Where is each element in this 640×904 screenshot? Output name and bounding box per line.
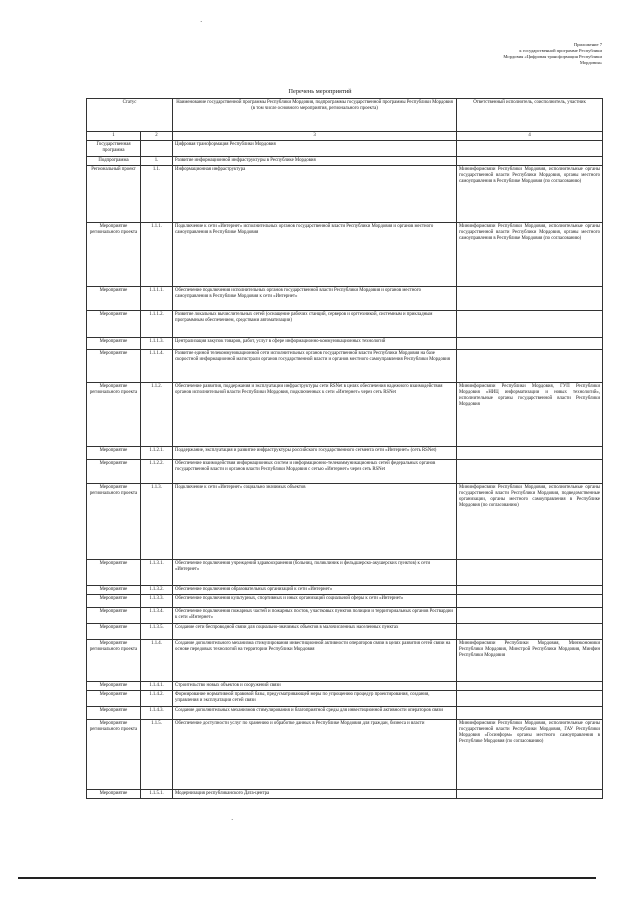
row-name: Обеспечение взаимодействия информационных систем и информационно-телекоммуникационных сетей федеральных органов государственной власти и органов власти Республики Мордовия с сетью «Интернет» через сеть RSNet: [173, 460, 457, 484]
row-name: Цифровая трансформация Республики Мордовия: [173, 141, 457, 157]
row-status: Мероприятие: [87, 311, 141, 338]
row-number: [141, 141, 173, 157]
table-row: [87, 447, 603, 460]
row-status: Мероприятие: [87, 447, 141, 460]
row-name: Формирование нормативной правовой базы, предусматривающей меры по упрощению процедур проектирования, создания, управления и эксплуатации сетей связи: [173, 691, 457, 706]
row-name: Строительство новых объектов и сооружений связи: [173, 682, 457, 691]
row-number: 1.1.1.4.: [141, 350, 173, 383]
row-status: Региональный проект: [87, 166, 141, 223]
row-responsible: [457, 789, 603, 798]
table-row: [87, 460, 603, 484]
row-responsible: [457, 350, 603, 383]
row-responsible: [457, 691, 603, 706]
header-responsible: Ответственный исполнитель, соисполнитель, участник: [457, 99, 603, 132]
header-status: Статус: [87, 99, 173, 132]
document-title: Перечень мероприятий: [288, 88, 352, 95]
header-name: Наименование государственной программы Республики Мордовия, подпрограммы государственной программы Республики Мордовия (в том числе основного мероприятия, регионального проекта): [173, 99, 457, 132]
row-responsible: Мининформсвязи Республики Мордовия, исполнительные органы государственной власти Республики Мордовия, органы местного самоуправления в Республике Мордовия (по согласованию): [457, 166, 603, 223]
row-number: 1.1.3.5.: [141, 624, 173, 640]
row-status: Государственная программа: [87, 141, 141, 157]
table-row: [87, 586, 603, 595]
row-number: 1.1.1.: [141, 223, 173, 287]
table-row: [87, 608, 603, 624]
table-row: [87, 682, 603, 691]
row-status: Мероприятие регионального проекта: [87, 640, 141, 682]
table-row: [87, 640, 603, 682]
table-row: [87, 350, 603, 383]
row-responsible: Мининформсвязи Республики Мордовия, Минэкономики Республики Мордовия, Минстрой Республики Мордовия, Минфин Республики Мордовия: [457, 640, 603, 682]
colnum-2: 2: [141, 132, 173, 141]
row-name: Обеспечение подключения учреждений здравоохранения (больниц, поликлиник и фельдшерско-акушерских пунктов) к сети «Интернет»: [173, 560, 457, 586]
row-status: Мероприятие: [87, 706, 141, 719]
row-responsible: [457, 624, 603, 640]
row-responsible: [457, 682, 603, 691]
row-name: Обеспечение доступности услуг по хранению и обработке данных в Республике Мордовия для граждан, бизнеса и власти: [173, 719, 457, 789]
row-responsible: [457, 706, 603, 719]
row-number: 1.1.: [141, 166, 173, 223]
row-number: 1.1.5.1.: [141, 789, 173, 798]
row-name: Модернизация республиканского Дата-центра: [173, 789, 457, 798]
row-number: 1.1.4.3.: [141, 706, 173, 719]
row-number: 1.1.1.2.: [141, 311, 173, 338]
row-responsible: Мининформсвязи Республики Мордовия, исполнительные органы государственной власти Республики Мордовия, ГАУ Республики Мордовия «Госинформ» органы местного самоуправления в Республике Мордовия (по согласованию): [457, 719, 603, 789]
row-responsible: [457, 608, 603, 624]
table-row: [87, 311, 603, 338]
row-number: 1.: [141, 157, 173, 166]
appendix-line: Приложение 7: [573, 42, 602, 47]
table-header-row: [87, 99, 603, 132]
colnum-3: 3: [173, 132, 457, 141]
row-number: 1.1.3.: [141, 484, 173, 560]
row-status: Мероприятие: [87, 595, 141, 608]
row-number: 1.1.1.3.: [141, 338, 173, 350]
row-name: Подключение к сети «Интернет» социально значимых объектов: [173, 484, 457, 560]
row-status: Подпрограмма: [87, 157, 141, 166]
table-row: [87, 691, 603, 706]
row-number: 1.1.4.: [141, 640, 173, 682]
row-responsible: Мининформсвязи Республики Мордовия, исполнительные органы государственной власти Республики Мордовия, подведомственные организации, органы местного самоуправления в Республике Мордовия (по согласованию): [457, 484, 603, 560]
row-status: Мероприятие регионального проекта: [87, 223, 141, 287]
row-name: Развитие единой телекоммуникационной сети исполнительных органов государственной власти Республики Мордовия на базе скоростной информационной магистрали органов государственной власти и органов местного самоуправления Республики Мордовия: [173, 350, 457, 383]
table-row: [87, 484, 603, 560]
row-responsible: [457, 560, 603, 586]
scan-edge-line: [18, 877, 596, 879]
row-name: Обеспечение подключения пожарных частей и пожарных постов, участковых пунктов полиции и территориальных органов Росгвардии к сети «Интернет»: [173, 608, 457, 624]
row-responsible: Мининформсвязи Республики Мордовия, ГУП Республики Мордовия «НИЦ информатизации и новых технологий», исполнительные органы государственной власти Республики Мордовия: [457, 383, 603, 447]
row-number: 1.1.3.4.: [141, 608, 173, 624]
table-row: [87, 157, 603, 166]
row-responsible: [457, 338, 603, 350]
table-row: [87, 338, 603, 350]
row-name: Обеспечение развития, поддержания и эксплуатации инфраструктуры сети RSNet в целях обеспечения надежного взаимодействия органов исполнительной власти Республики Мордовия, подключенных к сети «Интернет» через сеть RSNet: [173, 383, 457, 447]
row-responsible: [457, 157, 603, 166]
appendix-caption: [452, 42, 602, 66]
row-status: Мероприятие: [87, 338, 141, 350]
row-status: Мероприятие: [87, 586, 141, 595]
table-row: [87, 624, 603, 640]
row-responsible: [457, 586, 603, 595]
row-number: 1.1.3.3.: [141, 595, 173, 608]
row-name: Поддержание, эксплуатация и развитие инфраструктуры российского государственного сегмента сети «Интернет» (сеть RSNet): [173, 447, 457, 460]
table-colnum-row: [87, 132, 603, 141]
table-row: [87, 141, 603, 157]
row-name: Подключение к сети «Интернет» исполнительных органов государственной власти Республики Мордовия и органов местного самоуправления в Республике Мордовия: [173, 223, 457, 287]
row-number: 1.1.4.1.: [141, 682, 173, 691]
table-row: [87, 383, 603, 447]
activities-table: [86, 98, 603, 799]
row-name: Создание сети беспроводной связи для социально-значимых объектов в малочисленных населенных пунктах: [173, 624, 457, 640]
row-name: Обеспечение подключения образовательных организаций к сети «Интернет»: [173, 586, 457, 595]
row-responsible: [457, 447, 603, 460]
row-name: Обеспечение подключения культурных, спортивных и иных организаций социальной сферы к сети «Интернет»: [173, 595, 457, 608]
row-status: Мероприятие регионального проекта: [87, 383, 141, 447]
colnum-4: 4: [457, 132, 603, 141]
row-responsible: [457, 287, 603, 311]
row-status: Мероприятие: [87, 460, 141, 484]
row-status: Мероприятие регионального проекта: [87, 719, 141, 789]
row-number: 1.1.1.1.: [141, 287, 173, 311]
row-status: Мероприятие: [87, 287, 141, 311]
row-responsible: [457, 311, 603, 338]
colnum-1: 1: [87, 132, 141, 141]
row-responsible: [457, 595, 603, 608]
table-row: [87, 789, 603, 798]
row-status: Мероприятие: [87, 789, 141, 798]
row-status: Мероприятие: [87, 560, 141, 586]
row-responsible: [457, 460, 603, 484]
row-responsible: [457, 141, 603, 157]
appendix-line: Мордовия «Цифровая трансформация Республики: [503, 54, 602, 59]
table-row: [87, 287, 603, 311]
row-responsible: Мининформсвязи Республики Мордовия, исполнительные органы государственной власти Республики Мордовия, органы местного самоуправления в Республике Мордовия (по согласованию): [457, 223, 603, 287]
row-number: 1.1.5.: [141, 719, 173, 789]
row-status: Мероприятие: [87, 350, 141, 383]
row-name: Информационная инфраструктура: [173, 166, 457, 223]
row-number: 1.1.4.2.: [141, 691, 173, 706]
row-number: 1.1.2.: [141, 383, 173, 447]
row-number: 1.1.2.1.: [141, 447, 173, 460]
row-name: Создание дополнительного механизма стимулирования инвестиционной активности операторов связи в целях развития сетей связи на основе передовых технологий на территории Республики Мордовия: [173, 640, 457, 682]
scan-dot: ·: [231, 816, 234, 824]
table-row: [87, 223, 603, 287]
table-row: [87, 595, 603, 608]
row-status: Мероприятие регионального проекта: [87, 484, 141, 560]
row-number: 1.1.3.2.: [141, 586, 173, 595]
scan-dot: ·: [200, 18, 203, 26]
appendix-line: к государственной программе Республики: [519, 48, 602, 53]
row-name: Развитие локальных вычислительных сетей (оснащение рабочих станций, серверов и оргтехникой, системным и прикладным программным обеспечением, средствами автоматизации): [173, 311, 457, 338]
row-name: Централизация закупок товаров, работ, услуг в сфере информационно-коммуникационных технологий: [173, 338, 457, 350]
table-row: [87, 560, 603, 586]
row-number: 1.1.2.2.: [141, 460, 173, 484]
table-row: [87, 166, 603, 223]
row-name: Развитие информационной инфраструктуры в Республике Мордовия: [173, 157, 457, 166]
row-name: Обеспечение подключения исполнительных органов государственной власти Республики Мордовия и органов местного самоуправления в Республике Мордовия к сети «Интернет»: [173, 287, 457, 311]
table-row: [87, 706, 603, 719]
row-status: Мероприятие: [87, 691, 141, 706]
row-name: Создание дополнительных механизмов стимулирования и благоприятной среды для инвестиционной активности операторов связи: [173, 706, 457, 719]
table-row: [87, 719, 603, 789]
row-status: Мероприятие: [87, 682, 141, 691]
appendix-line: Мордовия»: [579, 60, 602, 65]
row-status: Мероприятие: [87, 624, 141, 640]
row-number: 1.1.3.1.: [141, 560, 173, 586]
row-status: Мероприятие: [87, 608, 141, 624]
